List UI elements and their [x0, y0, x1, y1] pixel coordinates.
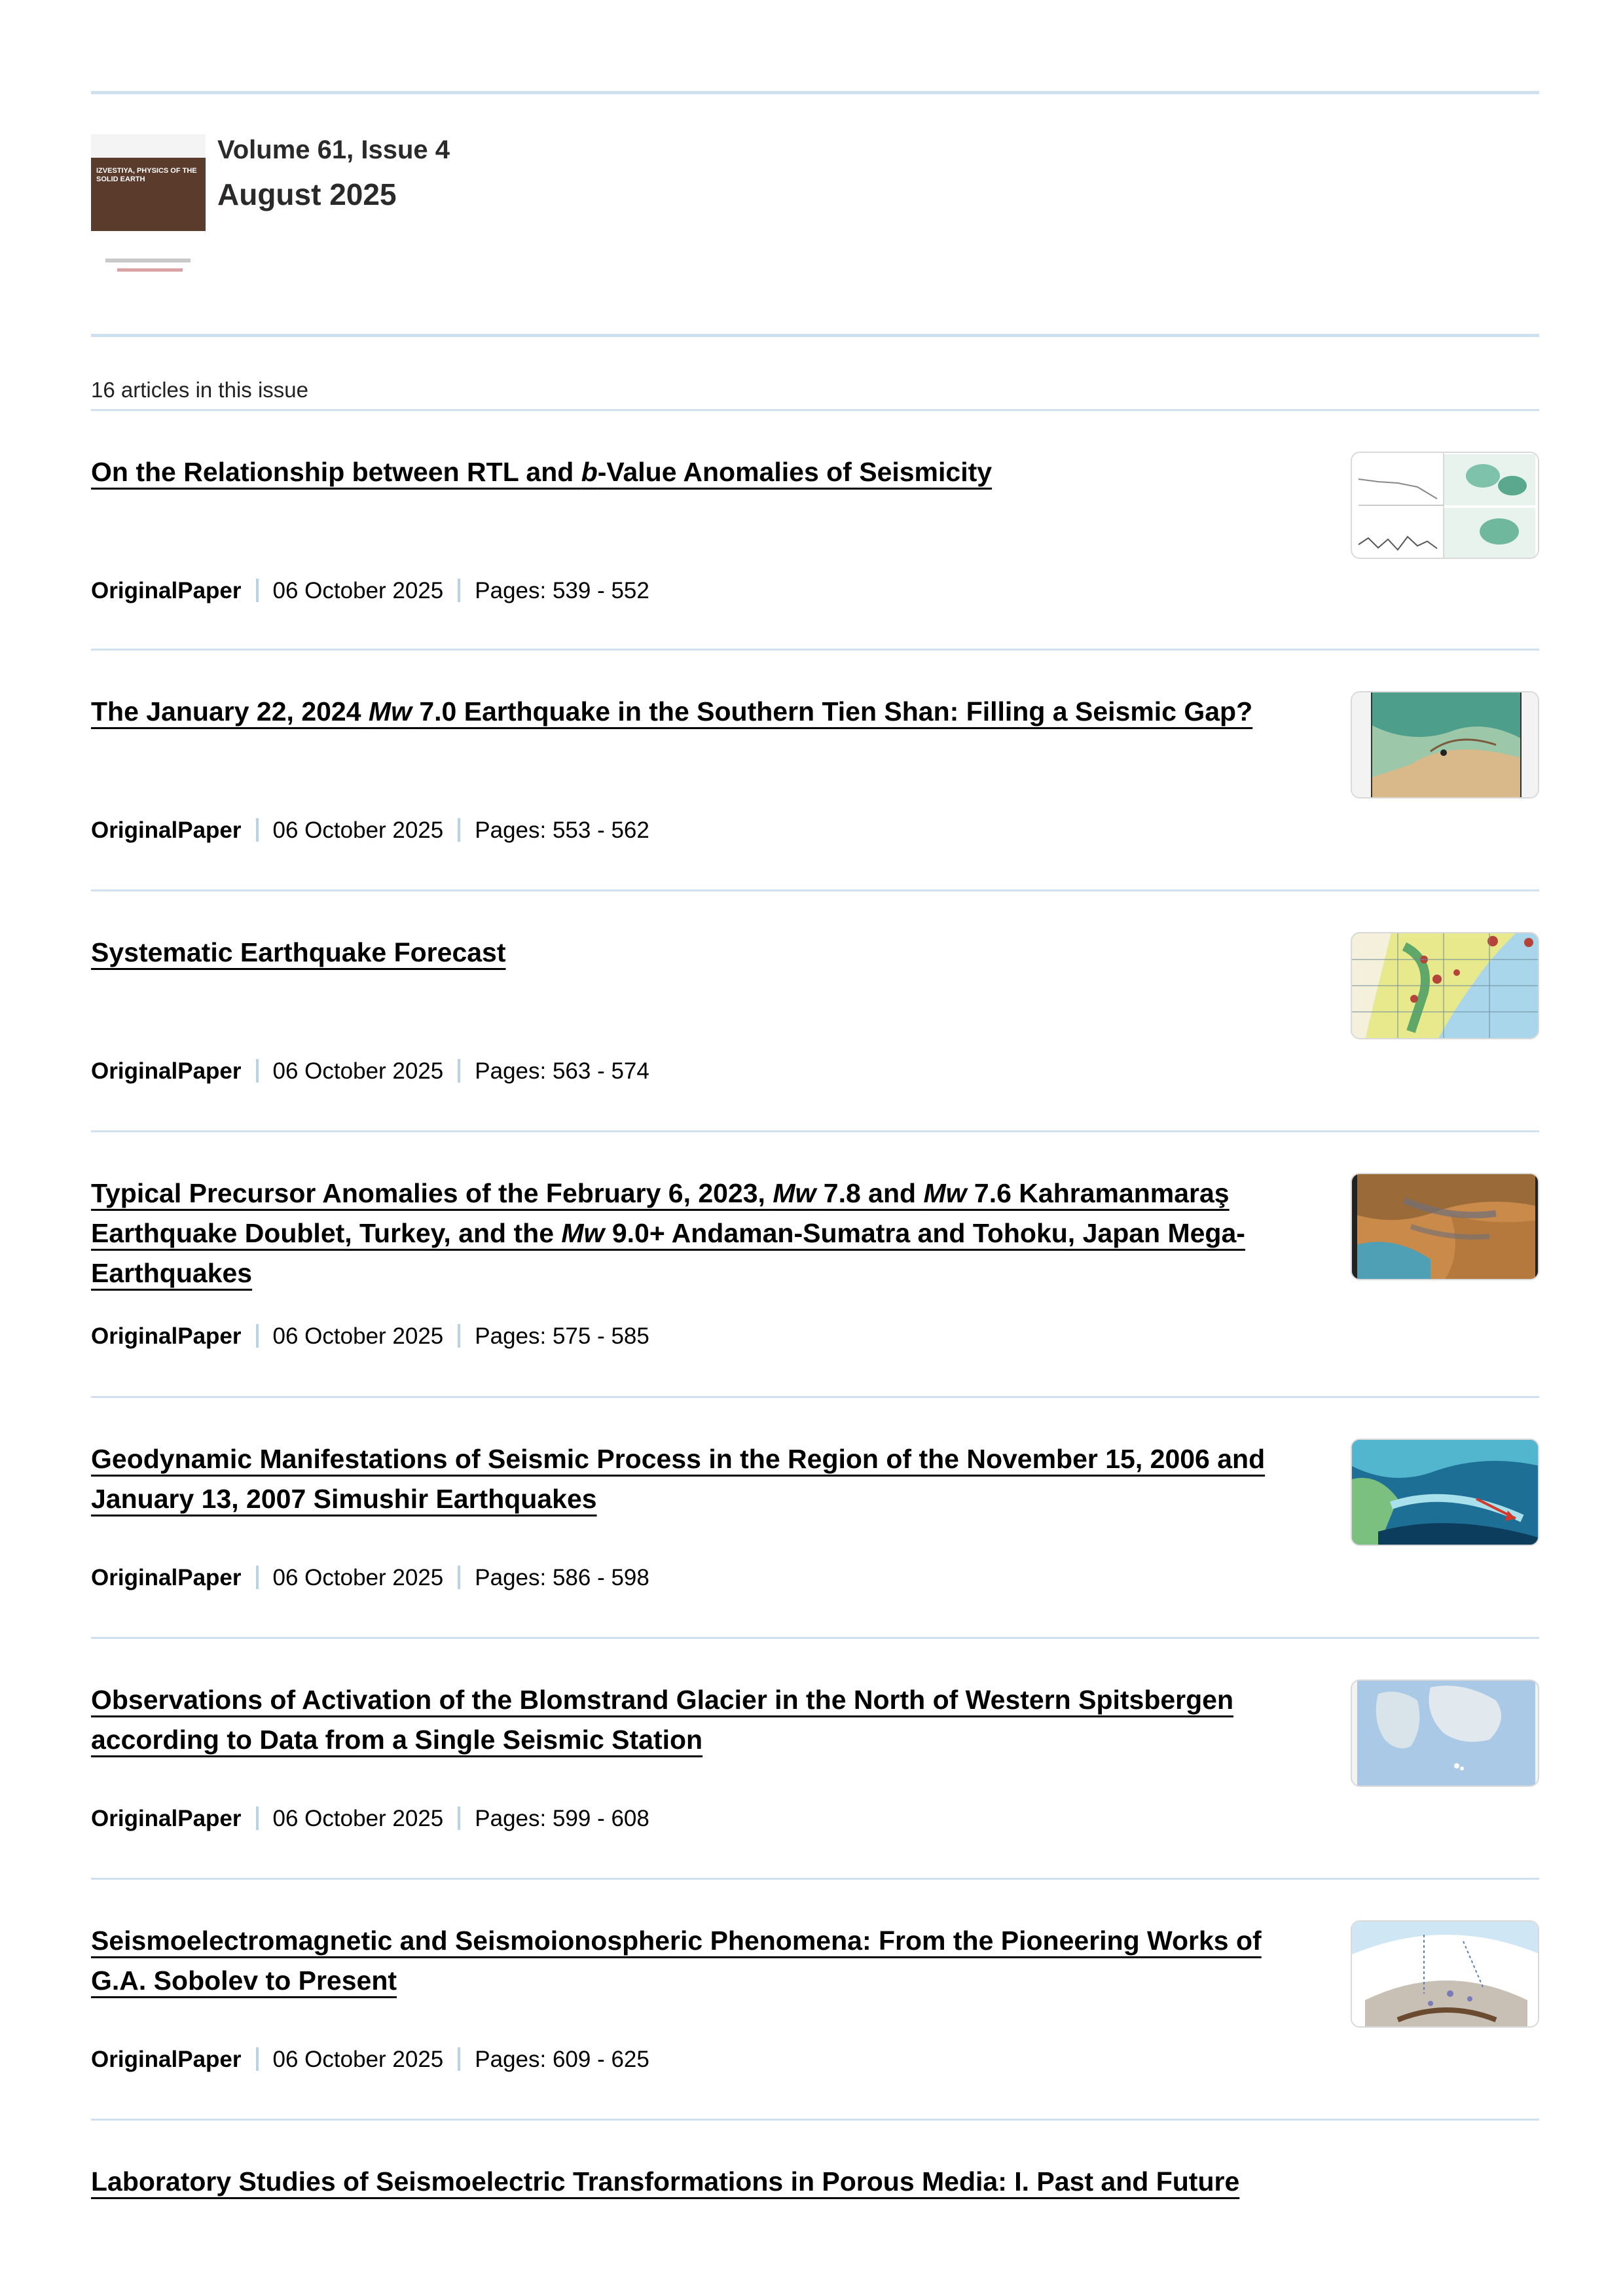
article-title-text[interactable]: Seismoelectromagnetic and Seismoionospheric Phenomena: From the Pioneering Works of G.A. Sobolev to Present — [91, 1926, 1262, 1996]
article-pages: Pages: 599 - 608 — [475, 1806, 649, 1831]
article-title-text[interactable]: Geodynamic Manifestations of Seismic Process in the Region of the November 15, 2006 and January 13, 2007 Simushir Earthquakes — [91, 1444, 1266, 1514]
top-divider — [91, 91, 1539, 94]
article-date: 06 October 2025 — [272, 1058, 444, 1084]
meta-separator — [458, 1324, 460, 1348]
meta-separator — [256, 1566, 259, 1589]
article-title-text[interactable]: Laboratory Studies of Seismoelectric Transformations in Porous Media: I. Past and Future — [91, 2166, 1240, 2197]
meta-separator — [256, 1806, 259, 1830]
article-title-text[interactable]: Systematic Earthquake Forecast — [91, 937, 506, 967]
bathymetry-map-thumbnail[interactable] — [1351, 1439, 1539, 1546]
article-title[interactable] — [91, 1439, 1269, 1519]
forecast-map-thumbnail[interactable] — [1351, 932, 1539, 1039]
issue-date: August 2025 — [217, 177, 397, 211]
article-date: 06 October 2025 — [272, 2047, 444, 2072]
issue-divider — [91, 334, 1539, 337]
meta-separator — [458, 1059, 460, 1083]
article-meta — [91, 577, 649, 605]
article-pages: Pages: 539 - 552 — [475, 578, 649, 603]
article-item — [91, 2121, 1539, 2225]
article-meta — [91, 816, 649, 845]
meta-separator — [458, 818, 460, 842]
article-item — [91, 1639, 1539, 1880]
article-pages: Pages: 575 - 585 — [475, 1323, 649, 1349]
article-type: OriginalPaper — [91, 1323, 242, 1349]
article-pages: Pages: 609 - 625 — [475, 2047, 649, 2072]
article-title[interactable]: Typical Precursor Anomalies of the February 6, 2023, Mw 7.8 and Mw 7.6 Kahramanmaraş Earthquake Doublet, Turkey, and the Mw 9.0+ Andaman-Sumatra and Tohoku, Japan Mega-Earthquakes — [91, 1178, 1245, 1288]
meta-separator — [256, 579, 259, 602]
meta-separator — [458, 1806, 460, 1830]
meta-separator — [256, 2047, 259, 2071]
meta-separator — [256, 1059, 259, 1083]
article-count: 16 articles in this issue — [91, 378, 308, 402]
arctic-map-thumbnail[interactable] — [1351, 1679, 1539, 1787]
article-date: 06 October 2025 — [272, 1806, 444, 1831]
ionosphere-diagram-thumbnail[interactable] — [1351, 1920, 1539, 2028]
article-meta — [91, 2045, 649, 2074]
cover-title: IZVESTIYA, PHYSICS OF THE SOLID EARTH — [96, 167, 197, 183]
article-meta — [91, 1057, 649, 1086]
meta-separator — [256, 818, 259, 842]
meta-separator — [256, 1324, 259, 1348]
article-item — [91, 1132, 1539, 1398]
article-title[interactable] — [91, 933, 1269, 973]
article-date: 06 October 2025 — [272, 578, 444, 603]
article-title[interactable] — [91, 1921, 1269, 2001]
article-pages: Pages: 563 - 574 — [475, 1058, 649, 1084]
article-date: 06 October 2025 — [272, 1323, 444, 1349]
article-pages: Pages: 586 - 598 — [475, 1565, 649, 1590]
article-type: OriginalPaper — [91, 1058, 242, 1084]
topographic-map-thumbnail[interactable] — [1351, 691, 1539, 798]
relief-map-thumbnail[interactable] — [1351, 1173, 1539, 1280]
journal-cover-image[interactable] — [91, 134, 206, 281]
article-type: OriginalPaper — [91, 578, 242, 603]
article-item — [91, 411, 1539, 651]
meta-separator — [458, 2047, 460, 2071]
article-item — [91, 1880, 1539, 2121]
article-title[interactable] — [91, 2162, 1269, 2202]
publisher-logo — [105, 259, 191, 262]
article-pages: Pages: 553 - 562 — [475, 817, 649, 843]
article-date: 06 October 2025 — [272, 817, 444, 843]
article-item — [91, 651, 1539, 891]
article-type: OriginalPaper — [91, 2047, 242, 2072]
chart-map-thumbnail[interactable] — [1351, 452, 1539, 559]
article-item — [91, 891, 1539, 1132]
article-title[interactable] — [91, 1680, 1269, 1760]
article-title[interactable]: The January 22, 2024 Mw 7.0 Earthquake in the Southern Tien Shan: Filling a Seismic Gap? — [91, 696, 1253, 726]
article-type: OriginalPaper — [91, 1806, 242, 1831]
article-list — [91, 411, 1539, 2225]
article-meta — [91, 1564, 649, 1592]
meta-separator — [458, 1566, 460, 1589]
article-title[interactable]: On the Relationship between RTL and b-Value Anomalies of Seismicity — [91, 457, 993, 487]
article-meta — [91, 1322, 649, 1351]
article-type: OriginalPaper — [91, 817, 242, 843]
article-date: 06 October 2025 — [272, 1565, 444, 1590]
article-type: OriginalPaper — [91, 1565, 242, 1590]
issue-header — [91, 134, 1539, 285]
article-item — [91, 1398, 1539, 1639]
meta-separator — [458, 579, 460, 602]
publisher-logo-secondary — [117, 268, 183, 272]
article-title-text[interactable]: Observations of Activation of the Blomstrand Glacier in the North of Western Spitsbergen according to Data from a Single Seismic Station — [91, 1685, 1234, 1755]
issue-volume: Volume 61, Issue 4 — [217, 135, 450, 164]
article-meta — [91, 1804, 649, 1833]
